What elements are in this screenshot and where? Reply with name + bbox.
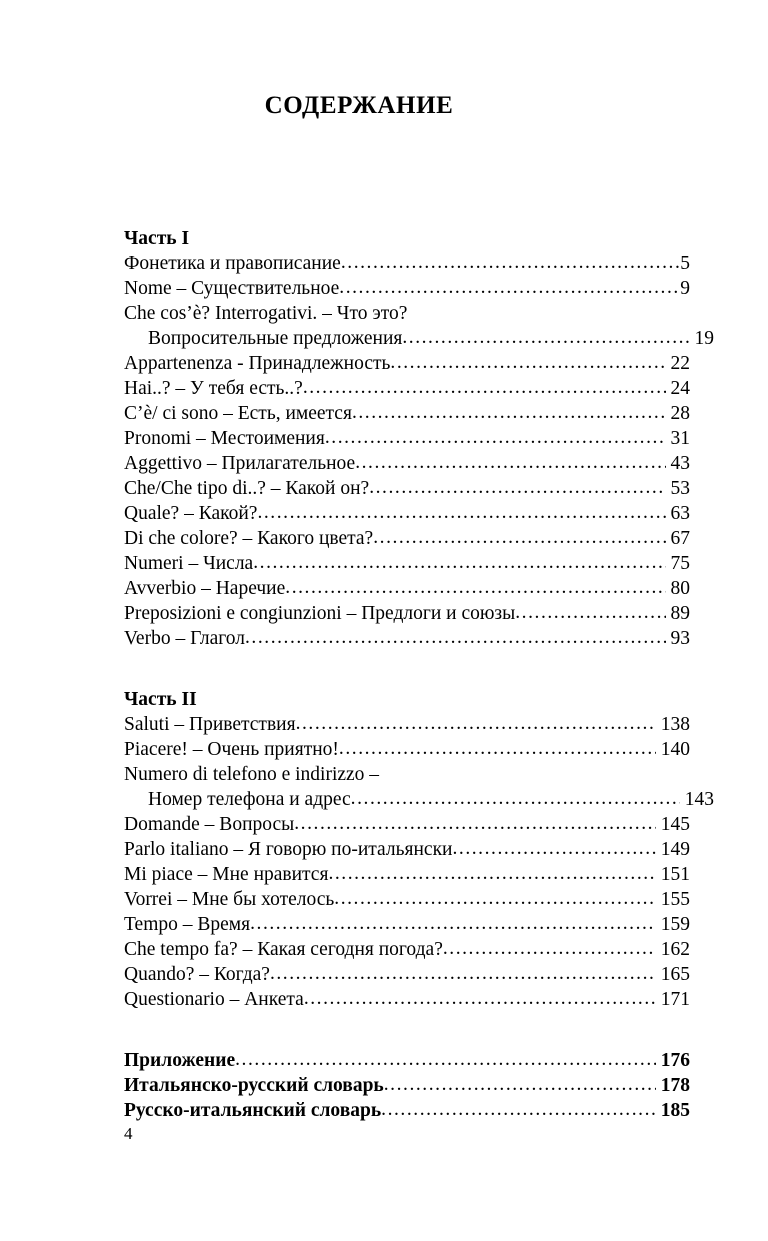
toc-dot-leader: [253, 550, 665, 575]
toc-dot-leader: [381, 1097, 656, 1122]
toc-entry[interactable]: [124, 1098, 690, 1123]
toc-entry-label: Di che colore? – Какого цвета?: [124, 528, 374, 549]
toc-entry-page-number: 22: [670, 353, 690, 374]
page-folio: 4: [124, 1124, 133, 1143]
section-gap: [124, 1012, 690, 1048]
toc-entry-label: Quale? – Какой?: [124, 503, 258, 524]
toc-entry-page-number: 43: [670, 453, 690, 474]
toc-entry[interactable]: [124, 712, 690, 737]
toc-entry[interactable]: [124, 376, 690, 401]
toc-entry-page-number: 31: [670, 428, 690, 449]
toc-entry-label: Nome – Существительное: [124, 278, 340, 299]
toc-entry[interactable]: [124, 737, 690, 762]
toc-entry-page-number: 28: [670, 403, 690, 424]
toc-entry-page-number: 53: [670, 478, 690, 499]
toc-entry[interactable]: [124, 401, 690, 426]
toc-entry-label: Tempo – Время: [124, 914, 251, 935]
toc-dot-leader: [339, 275, 680, 300]
toc-dot-leader: [294, 811, 656, 836]
toc-entry-label: Итальянско-русский словарь: [124, 1075, 384, 1096]
toc-entry-page-number: 19: [694, 328, 714, 349]
toc-entry[interactable]: [124, 1073, 690, 1098]
toc-entry[interactable]: [124, 912, 690, 937]
toc-entry[interactable]: [124, 1048, 690, 1073]
toc-entry-label: Numeri – Числа: [124, 553, 254, 574]
toc-entry-page-number: 5: [680, 253, 690, 274]
toc-entry-page-number: 140: [660, 739, 690, 760]
toc-entry-label: Vorrei – Мне бы хотелось: [124, 889, 335, 910]
toc-entry-label: Вопросительные предложения: [148, 328, 403, 349]
toc-entry-label: Verbo – Глагол: [124, 628, 245, 649]
toc-dot-leader: [369, 475, 665, 500]
part-heading: Часть II: [124, 689, 197, 710]
page-title: СОДЕРЖАНИЕ: [264, 92, 454, 119]
toc-dot-leader: [341, 250, 680, 275]
toc-entry[interactable]: [124, 887, 690, 912]
toc-entry-page-number: 151: [660, 864, 690, 885]
toc-dot-leader: [334, 886, 655, 911]
toc-dot-leader: [257, 500, 665, 525]
toc-entry-page-number: 9: [680, 278, 690, 299]
part-heading: Часть I: [124, 228, 190, 249]
toc-entry-page-number: 178: [660, 1075, 690, 1096]
toc-entry[interactable]: [124, 276, 690, 301]
toc-entry-label: Номер телефона и адрес: [148, 789, 351, 810]
toc-entry-label: Piacere! – Очень приятно!: [124, 739, 339, 760]
toc-dot-leader: [452, 836, 655, 861]
toc-entry[interactable]: [124, 987, 690, 1012]
toc-entry-label: Saluti – Приветствия: [124, 714, 296, 735]
toc-entry-page-number: 24: [670, 378, 690, 399]
toc-entry-page-number: 138: [660, 714, 690, 735]
toc-entry-page-number: 171: [660, 989, 690, 1010]
toc-entry-label: Avverbio – Наречие: [124, 578, 286, 599]
toc-entry[interactable]: [124, 551, 690, 576]
toc-entry-label: Domande – Вопросы: [124, 814, 295, 835]
toc-dot-leader: [303, 375, 666, 400]
toc-entry[interactable]: [124, 576, 690, 601]
toc-dot-leader: [270, 961, 656, 986]
toc-dot-leader: [384, 1072, 656, 1097]
toc-entry-label: Preposizioni e congiunzioni – Предлоги и союзы: [124, 603, 516, 624]
toc-entry[interactable]: [124, 837, 690, 862]
toc-entry-page-number: 185: [660, 1100, 690, 1121]
toc-entry-page-number: 149: [660, 839, 690, 860]
toc-entry[interactable]: [124, 762, 690, 787]
toc-dot-leader: [328, 861, 655, 886]
toc-entry[interactable]: [124, 351, 690, 376]
toc-entry[interactable]: [124, 937, 690, 962]
toc-dot-leader: [339, 736, 656, 761]
toc-dot-leader: [515, 600, 665, 625]
toc-entry[interactable]: [124, 626, 690, 651]
toc-entry[interactable]: [124, 426, 690, 451]
toc-entry-label: C’è/ ci sono – Есть, имеется: [124, 403, 352, 424]
toc-entry-label: Che tempo fa? – Какая сегодня погода?: [124, 939, 443, 960]
toc-entry-page-number: 165: [660, 964, 690, 985]
table-of-contents: [124, 226, 714, 1123]
toc-entry-label: Parlo italiano – Я говорю по-итальянски: [124, 839, 453, 860]
toc-entry-page-number: 162: [660, 939, 690, 960]
toc-entry-label: Фонетика и правописание: [124, 253, 341, 274]
toc-entry[interactable]: [124, 812, 690, 837]
toc-entry-page-number: 89: [670, 603, 690, 624]
toc-entry[interactable]: [124, 301, 690, 326]
toc-entry-label: Quando? – Когда?: [124, 964, 270, 985]
toc-dot-leader: [402, 325, 689, 350]
toc-entry-page-number: 143: [684, 789, 714, 810]
toc-entry-label: Приложение: [124, 1050, 236, 1071]
toc-entry-label: Questionario – Анкета: [124, 989, 304, 1010]
section-gap: [124, 651, 690, 687]
toc-dot-leader: [296, 711, 656, 736]
toc-entry-label: Mi piace – Мне нравится: [124, 864, 329, 885]
toc-entry-page-number: 176: [660, 1050, 690, 1071]
toc-dot-leader: [443, 936, 656, 961]
toc-entry-label: Pronomi – Местоимения: [124, 428, 325, 449]
toc-dot-leader: [325, 425, 666, 450]
toc-dot-leader: [390, 350, 665, 375]
toc-entry-page-number: 80: [670, 578, 690, 599]
toc-entry-page-number: 159: [660, 914, 690, 935]
toc-dot-leader: [355, 450, 665, 475]
toc-dot-leader: [235, 1047, 656, 1072]
toc-entry-label: Appartenenza - Принадлежность: [124, 353, 391, 374]
toc-entry[interactable]: [124, 862, 690, 887]
toc-entry[interactable]: [124, 451, 690, 476]
toc-entry-label: Aggettivo – Прилагательное: [124, 453, 356, 474]
toc-entry[interactable]: [124, 962, 690, 987]
toc-entry-page-number: 67: [670, 528, 690, 549]
toc-entry-label: Che/Che tipo di..? – Какой он?: [124, 478, 370, 499]
toc-dot-leader: [250, 911, 656, 936]
toc-dot-leader: [245, 625, 666, 650]
toc-entry[interactable]: [124, 326, 714, 351]
toc-entry-page-number: 155: [660, 889, 690, 910]
toc-entry[interactable]: [124, 476, 690, 501]
toc-entry[interactable]: [124, 787, 714, 812]
toc-entry-label: Che cos’è? Interrogativi. – Что это?: [124, 303, 408, 324]
toc-dot-leader: [304, 986, 656, 1011]
toc-dot-leader: [352, 400, 666, 425]
toc-entry-label: Numero di telefono e indirizzo –: [124, 764, 380, 785]
toc-entry[interactable]: [124, 601, 690, 626]
toc-dot-leader: [351, 786, 680, 811]
toc-entry-page-number: 63: [670, 503, 690, 524]
toc-entry-page-number: 145: [660, 814, 690, 835]
toc-dot-leader: [285, 575, 665, 600]
toc-entry-page-number: 75: [670, 553, 690, 574]
toc-dot-leader: [373, 525, 665, 550]
toc-entry[interactable]: [124, 526, 690, 551]
toc-entry-label: Hai..? – У тебя есть..?: [124, 378, 303, 399]
toc-entry[interactable]: [124, 501, 690, 526]
toc-entry-page-number: 93: [670, 628, 690, 649]
toc-entry-label: Русско-итальянский словарь: [124, 1100, 382, 1121]
toc-entry[interactable]: [124, 251, 690, 276]
